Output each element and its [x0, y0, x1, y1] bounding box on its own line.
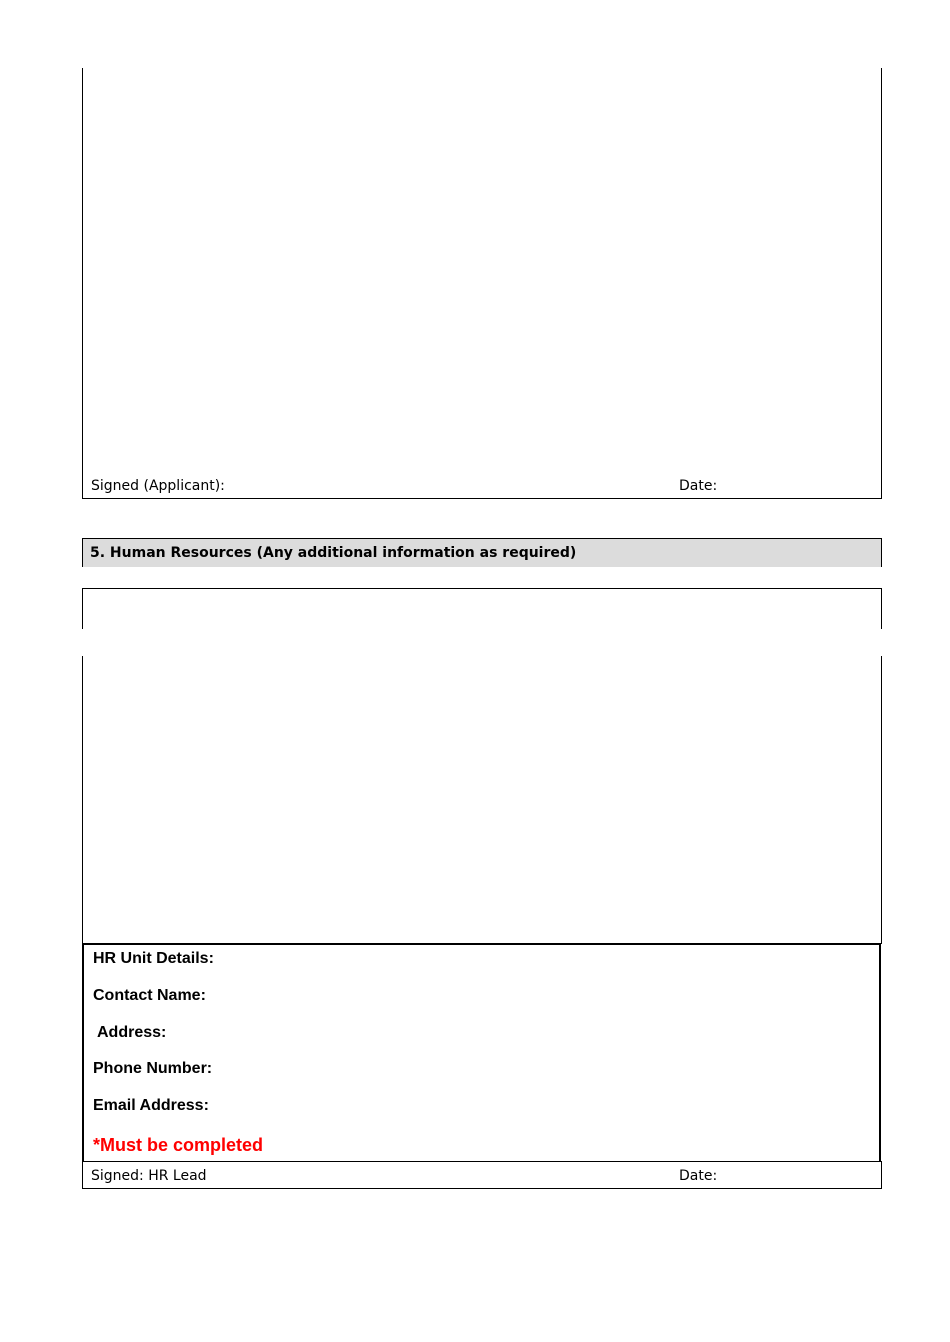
section-header-right-border	[881, 538, 882, 567]
applicant-statement-area[interactable]	[83, 68, 881, 498]
phone-number-label: Phone Number:	[93, 1060, 213, 1077]
applicant-date-label: Date:	[679, 478, 718, 494]
section-5-title: 5. Human Resources (Any additional information as required)	[90, 545, 577, 561]
applicant-box-bottom-border	[82, 498, 882, 499]
hr-unit-details-box	[82, 943, 881, 1161]
hr-signed-label: Signed: HR Lead	[91, 1168, 207, 1184]
hr-information-area-top[interactable]	[83, 589, 881, 629]
hr-information-area[interactable]	[83, 656, 881, 942]
section-header-left-border	[82, 538, 83, 567]
hr-date-label: Date:	[679, 1168, 718, 1184]
hr-box-right-border	[881, 656, 882, 944]
applicant-box-left-border	[82, 68, 83, 499]
hr-box-top-right-border	[881, 588, 882, 629]
hr-signature-row	[82, 1161, 882, 1189]
hr-box-top-border	[82, 588, 882, 589]
hr-box-top-left-border	[82, 588, 83, 629]
applicant-box-right-border	[881, 68, 882, 499]
section-5-header	[82, 538, 882, 567]
hr-unit-details-heading: HR Unit Details:	[93, 950, 214, 967]
applicant-signed-label: Signed (Applicant):	[91, 478, 225, 494]
address-label: Address:	[97, 1024, 167, 1041]
must-be-completed-note: *Must be completed	[93, 1135, 264, 1155]
contact-name-label: Contact Name:	[93, 987, 206, 1004]
hr-box-left-border	[82, 656, 83, 944]
email-address-label: Email Address:	[93, 1097, 209, 1114]
